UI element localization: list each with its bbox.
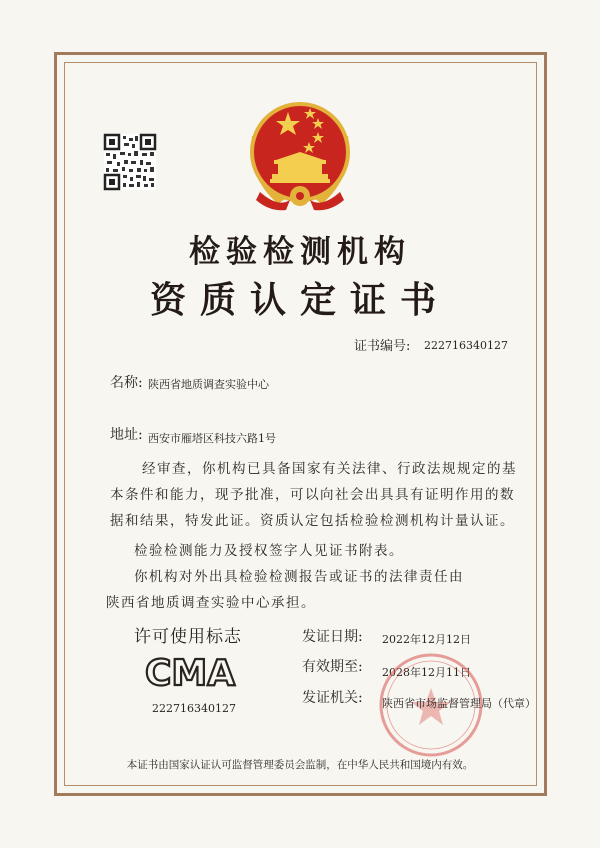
body-line: 经审查，你机构已具备国家有关法律、行政法规规定的基 [142, 461, 517, 477]
issue-date-value: 2022年12月12日 [382, 633, 471, 646]
issuing-authority-label: 发证机关: [302, 690, 363, 706]
footer-note: 本证书由国家认证认可监督管理委员会监制，在中华人民共和国境内有效。 [126, 759, 474, 771]
cma-mark-icon [144, 652, 236, 694]
body-paragraph-2 [106, 538, 464, 616]
license-mark-label: 许可使用标志 [134, 627, 242, 647]
national-emblem-icon [238, 96, 362, 216]
address-label: 地址: [110, 427, 143, 443]
issuing-authority-value: 陕西省市场监督管理局（代章） [382, 697, 536, 710]
expiry-date-value: 2028年12月11日 [382, 666, 471, 679]
body-line: 你机构对外出具检验检测报告或证书的法律责任由 [134, 569, 464, 585]
cma-mark-text: CMA [144, 653, 236, 694]
certificate-number-label: 证书编号: [354, 339, 411, 354]
body-line: 本条件和能力，现予批准，可以向社会出具具有证明作用的数 [110, 487, 515, 503]
body-line: 陕西省地质调查实验中心承担。 [106, 595, 316, 611]
body-line: 检验检测能力及授权签字人见证书附表。 [134, 543, 404, 559]
certificate-subtitle: 资质认定证书 [149, 279, 450, 321]
body-line: 据和结果，特发此证。资质认定包括检验检测机构计量认证。 [110, 513, 515, 529]
qr-code-icon [104, 134, 156, 190]
license-number: 222716340127 [152, 702, 236, 715]
address-value: 西安市雁塔区科技六路1号 [148, 432, 276, 445]
body-paragraph-1 [110, 456, 517, 534]
name-value: 陕西省地质调查实验中心 [148, 378, 269, 391]
certificate-title: 检验检测机构 [189, 234, 411, 270]
name-label: 名称: [110, 375, 143, 391]
issue-date-label: 发证日期: [302, 629, 363, 645]
certificate-number: 222716340127 [424, 339, 508, 352]
expiry-date-label: 有效期至: [302, 659, 363, 675]
